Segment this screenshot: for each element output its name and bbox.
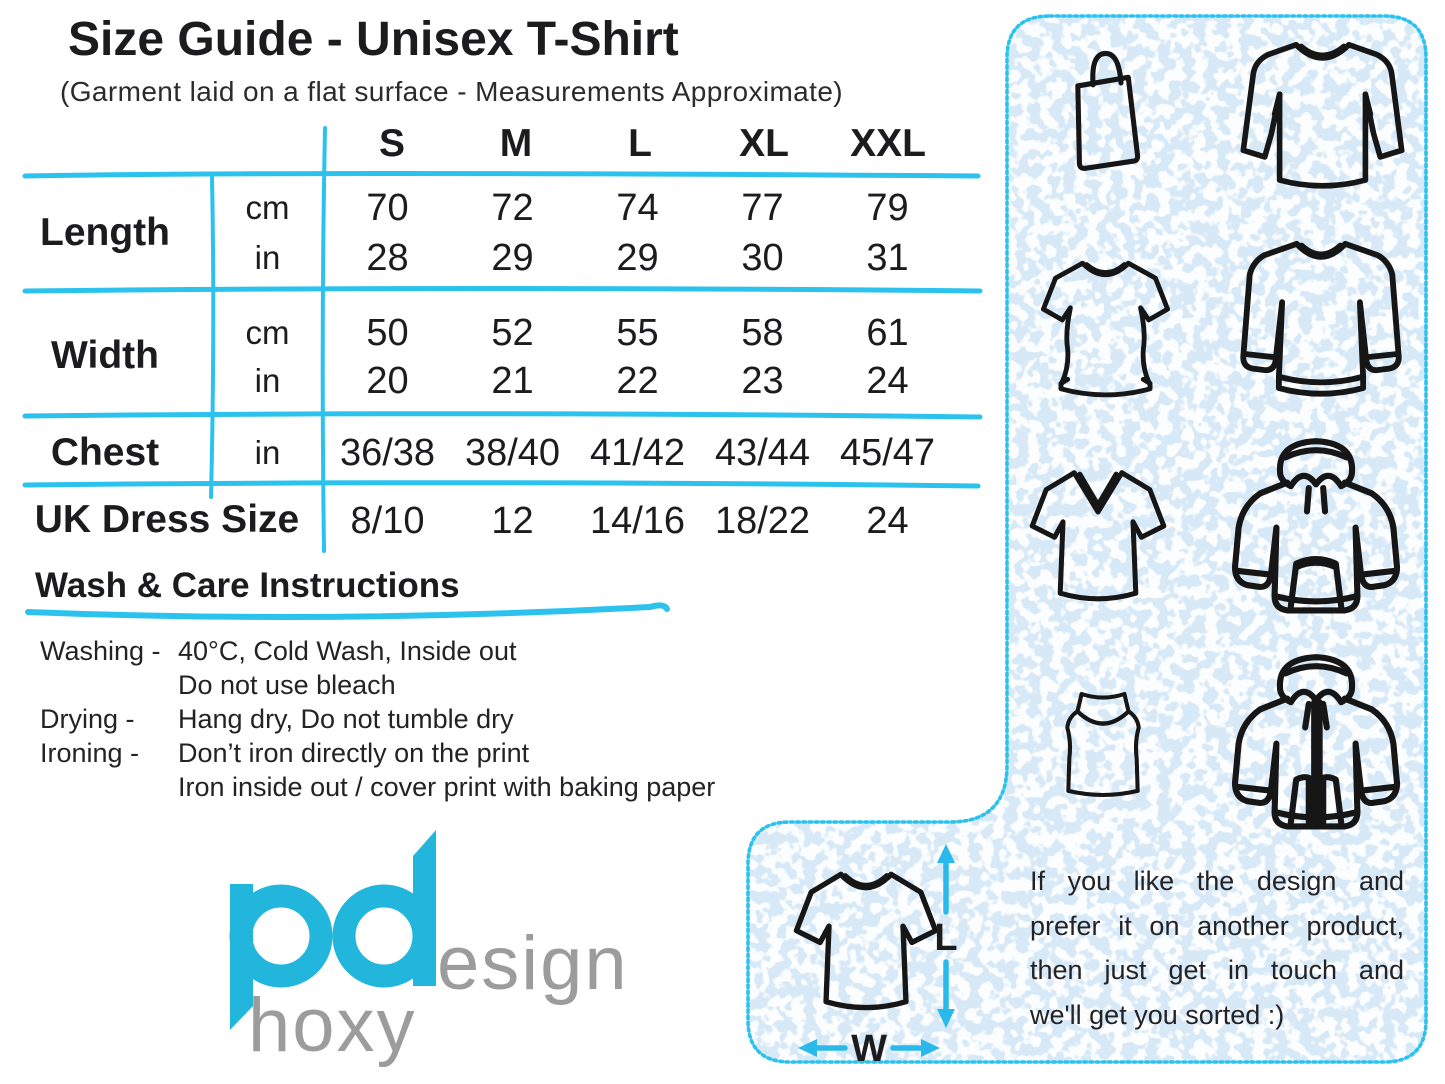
value-cell: 28	[366, 236, 409, 279]
wash-care-heading: Wash & Care Instructions	[35, 566, 460, 605]
value-cell: 38/40	[464, 431, 561, 474]
value-cell: 21	[491, 359, 534, 402]
value-cell: 50	[366, 311, 409, 354]
care-text: Iron inside out / cover print with baking paper	[178, 772, 716, 802]
size-column-headers	[330, 122, 950, 168]
value-cell: 20	[366, 359, 409, 402]
value-cell: 77	[741, 186, 784, 229]
unit-cell: cm	[245, 189, 290, 226]
row-label-uk-dress-size: UK Dress Size	[34, 498, 300, 541]
care-label: Washing -	[40, 636, 161, 666]
value-cell: 55	[616, 311, 659, 354]
contact-note-line: then just get in touch and	[1030, 955, 1404, 985]
care-text: Do not use bleach	[178, 670, 396, 700]
value-cell: 29	[491, 236, 534, 279]
col-header-l: L	[628, 122, 652, 165]
care-text: 40°C, Cold Wash, Inside out	[178, 636, 517, 666]
value-cell: 79	[866, 186, 909, 229]
contact-note-line: If you like the design and	[1030, 866, 1404, 896]
logo-d-bowl	[344, 896, 424, 976]
care-line	[40, 670, 820, 701]
value-cell: 24	[866, 359, 909, 402]
value-cell: 72	[491, 186, 534, 229]
value-cell: 58	[741, 311, 784, 354]
width-in-row	[210, 357, 950, 405]
table-hline-1	[25, 174, 978, 177]
care-label: Drying -	[40, 704, 135, 734]
col-header-m: M	[499, 122, 533, 165]
length-arrow-label: L	[934, 917, 958, 959]
value-cell: 29	[616, 236, 659, 279]
contact-note	[1030, 859, 1404, 1037]
unit-cell: cm	[245, 314, 290, 351]
value-cell: 31	[866, 236, 909, 279]
col-header-s: S	[378, 122, 405, 165]
value-cell: 14/16	[589, 499, 686, 542]
care-line	[40, 704, 820, 735]
contact-note-line: prefer it on another product,	[1030, 910, 1404, 941]
unit-cell: in	[254, 362, 281, 399]
row-label-chest: Chest	[50, 431, 160, 474]
value-cell: 41/42	[589, 431, 686, 474]
table-hline-2	[25, 289, 980, 292]
value-cell: 36/38	[339, 431, 436, 474]
value-cell: 43/44	[714, 431, 811, 474]
value-cell: 74	[616, 186, 659, 229]
contact-note-line: we'll get you sorted :)	[1030, 999, 1285, 1030]
chest-row	[210, 429, 950, 477]
value-cell: 61	[866, 311, 909, 354]
unit-cell: in	[254, 434, 281, 471]
length-in-row	[210, 234, 950, 282]
value-cell: 45/47	[839, 431, 936, 474]
table-hline-3	[25, 414, 980, 417]
width-cm-row	[210, 309, 950, 357]
length-cm-row	[210, 184, 950, 232]
care-label: Ironing -	[40, 738, 140, 768]
uk-dress-size-row	[210, 497, 950, 545]
care-text: Hang dry, Do not tumble dry	[178, 704, 514, 734]
value-cell: 52	[491, 311, 534, 354]
row-label-length: Length	[40, 211, 170, 254]
value-cell: 22	[616, 359, 659, 402]
care-line	[40, 738, 820, 769]
wash-underline-swoosh	[28, 605, 667, 617]
table-hline-4	[25, 483, 978, 486]
logo-d-stem	[413, 830, 436, 986]
value-cell: 23	[741, 359, 784, 402]
logo-design-text: esign	[437, 921, 629, 1006]
row-label-width: Width	[51, 334, 159, 377]
value-cell: 70	[366, 186, 409, 229]
unit-cell: in	[254, 239, 281, 276]
width-arrow-label: W	[851, 1028, 887, 1070]
value-cell: 24	[866, 499, 909, 542]
care-label	[40, 670, 178, 701]
col-header-xxl: XXL	[850, 122, 926, 165]
col-header-xl: XL	[739, 122, 789, 165]
value-cell: 8/10	[350, 499, 425, 542]
page-subtitle: (Garment laid on a flat surface - Measurements Approximate)	[60, 76, 844, 107]
value-cell: 12	[491, 499, 534, 542]
value-cell: 18/22	[714, 499, 811, 542]
care-line	[40, 772, 820, 803]
care-line	[40, 636, 820, 667]
care-label	[40, 772, 178, 803]
logo-hoxy-text: hoxy	[248, 983, 417, 1068]
page-title: Size Guide - Unisex T-Shirt	[68, 13, 679, 66]
value-cell: 30	[741, 236, 784, 279]
care-text: Don’t iron directly on the print	[178, 738, 530, 768]
